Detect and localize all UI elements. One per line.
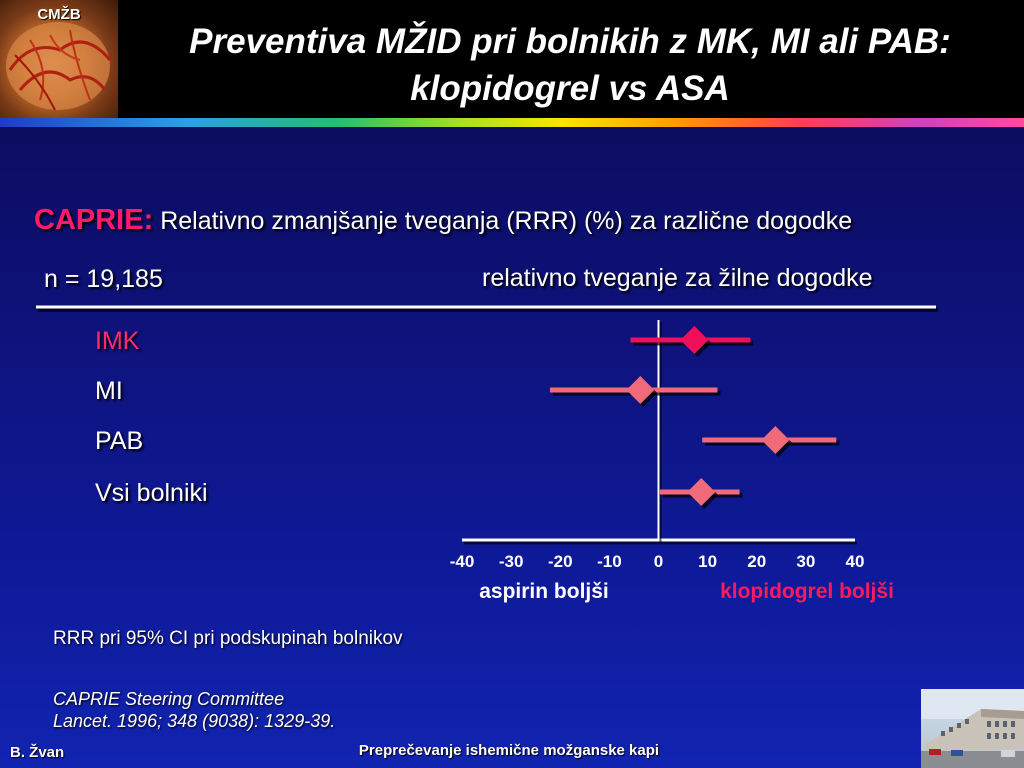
- title-line-1: Preventiva MŽID pri bolnikih z MK, MI ali PAB:: [189, 22, 951, 61]
- ci-note: RRR pri 95% CI pri podskupinah bolnikov: [53, 628, 403, 649]
- logo-label: CMŽB: [37, 6, 81, 23]
- reference: [53, 688, 335, 732]
- building-icon: [921, 689, 1024, 768]
- x-tick-label: 0: [653, 552, 664, 571]
- chart-title: relativno tveganje za žilne dogodke: [482, 264, 873, 292]
- right-direction-label: klopidogrel boljši: [720, 580, 894, 603]
- title-line-2: klopidogrel vs ASA: [410, 69, 730, 108]
- left-direction-label: aspirin boljši: [479, 580, 609, 603]
- x-tick-label: -30: [498, 552, 524, 571]
- x-tick-label: 10: [698, 552, 718, 571]
- row-label: IMK: [95, 327, 140, 355]
- x-tick-label: 30: [796, 552, 816, 571]
- x-tick-label: -10: [597, 552, 622, 571]
- x-tick-label: -20: [547, 552, 573, 571]
- x-tick-label: 20: [747, 552, 767, 571]
- building-photo: [921, 689, 1024, 768]
- reference-line-2: Lancet. 1996; 348 (9038): 1329-39.: [53, 711, 336, 731]
- author: B. Žvan: [10, 744, 65, 761]
- x-tick-label: -40: [449, 552, 475, 571]
- row-label: MI: [95, 377, 123, 405]
- x-tick-label: 40: [845, 552, 865, 571]
- subtitle-text: Relativno zmanjšanje tveganja (RRR) (%) za različne dogodke: [160, 207, 853, 235]
- row-label: PAB: [95, 427, 144, 455]
- footer-title: Preprečevanje ishemične možganske kapi: [358, 742, 660, 759]
- subtitle-lead: CAPRIE:: [34, 204, 154, 236]
- reference-line-1: CAPRIE Steering Committee: [53, 689, 285, 709]
- row-label: Vsi bolniki: [95, 479, 208, 507]
- sample-size: n = 19,185: [44, 265, 163, 293]
